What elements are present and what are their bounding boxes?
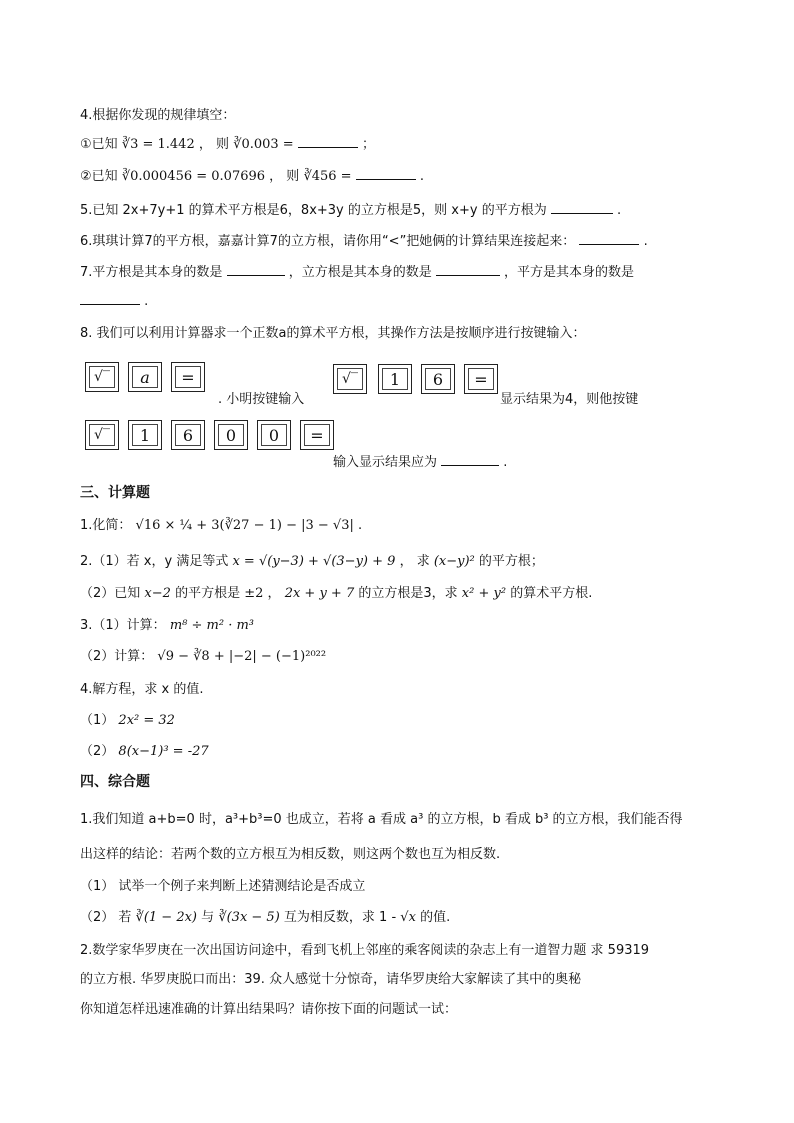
q7-line2 <box>80 292 148 309</box>
c3-b-expr: √9 − ∛8 + |−2| − (−1)²⁰²² <box>157 649 327 664</box>
z1-line4 <box>80 906 450 925</box>
c2-a-expr: x = √(y−3) + √(3−y) + 9 <box>232 554 396 569</box>
c4-a-expr: 2x² = 32 <box>118 713 175 728</box>
c1-line <box>80 514 362 533</box>
key-a[interactable]: a <box>128 362 162 392</box>
c2-line1 <box>80 550 544 569</box>
c4-line2 <box>80 740 209 759</box>
q8-end: . <box>503 455 508 470</box>
key-equals[interactable]: = <box>171 362 205 392</box>
q4-part2 <box>80 165 424 184</box>
q7-text-b: ，立方根是其本身的数是 <box>288 265 432 280</box>
key-1[interactable]: 1 <box>378 364 412 394</box>
q8-mid1: . 小明按键输入 <box>218 392 305 407</box>
q5-text: 5.已知 2x+7y+1 的算术平方根是6，8x+3y 的立方根是5，则 x+y 的平方根为 <box>80 203 547 218</box>
z2-line3: 你知道怎样迅速准确的计算出结果吗？请你按下面的问题试一试： <box>80 1002 458 1017</box>
q4-part2-expr1: ∛0.000456 = 0.07696 <box>121 169 266 184</box>
q4-part2-expr2: ∛456 = <box>303 169 352 184</box>
sqrt-key[interactable]: √‾ <box>85 362 119 392</box>
q8-mid3: 输入显示结果应为 <box>333 455 438 470</box>
c3-line1 <box>80 614 254 633</box>
section-4-heading: 四、综合题 <box>80 774 150 790</box>
c1-expr: √16 × ¼ + 3(∛27 − 1) − |3 − √3| <box>135 518 354 533</box>
q6-blank[interactable] <box>579 232 639 245</box>
c1-text: 1.化简： <box>80 518 132 533</box>
sqrt-key[interactable]: √‾ <box>85 420 119 450</box>
key-0[interactable]: 0 <box>214 420 248 450</box>
q4-part1-mid: ， 则 <box>198 137 230 152</box>
z2-line2: 的立方根. 华罗庚脱口而出：39. 众人感觉十分惊奇，请华罗庚给大家解读了其中的奥秘 <box>80 972 582 987</box>
key-0[interactable]: 0 <box>257 420 291 450</box>
q6-line <box>80 230 648 249</box>
c3-b-prefix: （2）计算： <box>80 649 154 664</box>
q4-part1-expr2: ∛0.003 = <box>233 137 294 152</box>
q4-part2-blank[interactable] <box>356 167 416 180</box>
c4-b-expr: 8(x−1)³ = -27 <box>118 744 209 759</box>
q4-part1-expr1: ∛3 = 1.442 <box>121 137 195 152</box>
q6-end: . <box>643 234 648 249</box>
c2-b-t3: 的立方根是3，求 <box>358 586 458 601</box>
c2-b-expr3: 2x + y + 7 <box>284 586 355 601</box>
q8-mid2: 显示结果为4，则他按键 <box>500 392 639 407</box>
c2-a-end: 的平方根； <box>478 554 544 569</box>
q5-blank[interactable] <box>551 201 613 214</box>
q7-text-c: ，平方是其本身的数是 <box>503 265 634 280</box>
c4-b-prefix: （2） <box>80 744 115 759</box>
c1-end: . <box>358 518 363 533</box>
section-3-heading: 三、计算题 <box>80 485 150 501</box>
c2-b-expr2: ±2 <box>244 586 264 601</box>
q6-text: 6.琪琪计算7的平方根，嘉嘉计算7的立方根，请你用“<”把她俩的计算结果连接起来： <box>80 234 576 249</box>
q7-blank-2[interactable] <box>436 263 500 276</box>
z1-l4-t3: 的值. <box>420 910 451 925</box>
q7-line1 <box>80 261 634 280</box>
sqrt-key[interactable]: √‾ <box>333 364 367 394</box>
z2-line1: 2.数学家华罗庚在一次出国访问途中，看到飞机上邻座的乘客阅读的杂志上有一道智力题 求 59319 <box>80 943 650 958</box>
q4-part2-end: . <box>419 169 424 184</box>
z1-line1: 1.我们知道 a+b=0 时，a³+b³=0 也成立，若将 a 看成 a³ 的立方根，b 看成 b³ 的立方根，我们能否得 <box>80 812 683 827</box>
key-6[interactable]: 6 <box>421 364 455 394</box>
z1-l4-t2: 互为相反数，求 1 - <box>283 910 397 925</box>
q4-title: 4.根据你发现的规律填空： <box>80 108 236 123</box>
q5-end: . <box>616 203 622 218</box>
c4-title: 4.解方程，求 x 的值. <box>80 682 204 697</box>
q7-end: . <box>144 294 149 309</box>
q8-mid3-line <box>333 451 507 470</box>
key-equals[interactable]: = <box>300 420 334 450</box>
q8-title: 8. 我们可以利用计算器求一个正数a的算术平方根，其操作方法是按顺序进行按键输入： <box>80 326 586 341</box>
c4-a-prefix: （1） <box>80 713 115 728</box>
c3-a-expr: m⁸ ÷ m² · m³ <box>169 618 254 633</box>
c2-b-expr4: x² + y² <box>461 586 507 601</box>
c3-line2 <box>80 645 326 664</box>
c2-a-expr2: (x−y)² <box>433 554 475 569</box>
c2-b-prefix: （2）已知 <box>80 586 141 601</box>
c2-line2 <box>80 582 592 601</box>
q7-text-a: 7.平方根是其本身的数是 <box>80 265 223 280</box>
q7-blank-3[interactable] <box>80 292 140 305</box>
z1-line2: 出这样的结论：若两个数的立方根互为相反数，则这两个数也互为相反数. <box>80 847 501 862</box>
q4-part1-blank[interactable] <box>298 135 358 148</box>
z1-l4-expr3: √x <box>400 910 416 925</box>
c3-a-prefix: 3.（1）计算： <box>80 618 166 633</box>
z1-l4-expr1: ∛(1 − 2x) <box>135 910 198 925</box>
z1-l4-prefix: （2） 若 <box>80 910 132 925</box>
q4-part2-mid: ， 则 <box>269 169 300 184</box>
q5-line <box>80 199 621 218</box>
c4-line1 <box>80 709 175 728</box>
c2-b-t2: ， <box>267 586 281 601</box>
q4-part1-prefix: ①已知 <box>80 137 118 152</box>
key-6[interactable]: 6 <box>171 420 205 450</box>
c2-b-t4: 的算术平方根. <box>510 586 593 601</box>
c2-a-mid: ， 求 <box>399 554 430 569</box>
z1-line3: （1） 试举一个例子来判断上述猜测结论是否成立 <box>80 879 366 894</box>
key-equals[interactable]: = <box>464 364 498 394</box>
q4-part1-end: ； <box>361 137 375 152</box>
q8-blank[interactable] <box>441 453 499 466</box>
z1-l4-t1: 与 <box>201 910 215 925</box>
q7-blank-1[interactable] <box>227 263 285 276</box>
c2-a-prefix: 2.（1）若 x，y 满足等式 <box>80 554 229 569</box>
key-1[interactable]: 1 <box>128 420 162 450</box>
q4-part1 <box>80 133 375 152</box>
c2-b-expr1: x−2 <box>144 586 171 601</box>
c2-b-t1: 的平方根是 <box>175 586 241 601</box>
z1-l4-expr2: ∛(3x − 5) <box>218 910 280 925</box>
q4-part2-prefix: ②已知 <box>80 169 118 184</box>
